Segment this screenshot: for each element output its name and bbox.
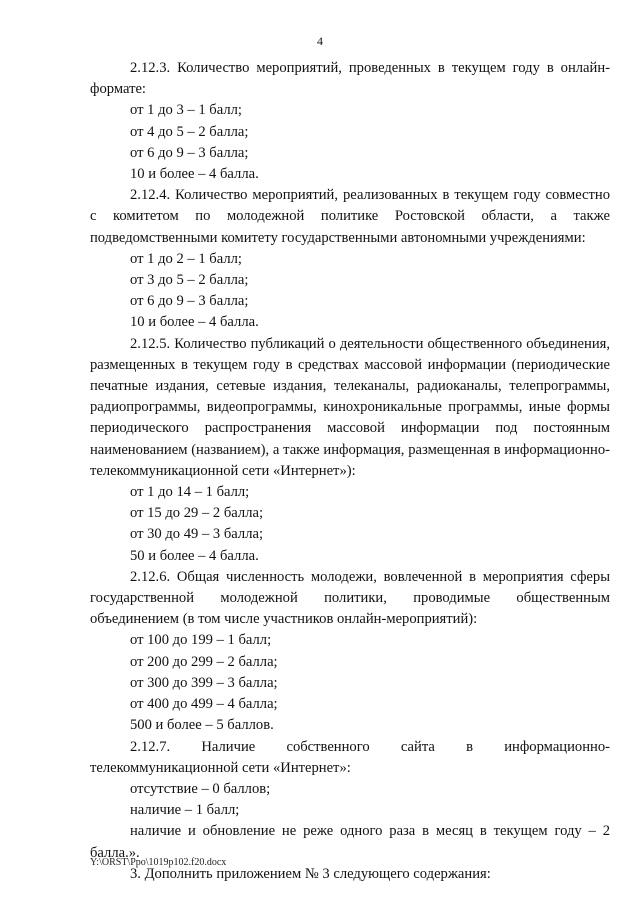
list-item: от 300 до 399 – 3 балла;: [130, 674, 278, 691]
file-path-footer: Y:\ORST\Ppo\1019p102.f20.docx: [90, 857, 227, 868]
paragraph-2-12-5: 2.12.5. Количество публикаций о деятельности общественного объединения, размещенных в текущем году в средствах массовой информации (периодические печатные издания, сетевые издания, телеканалы, радиоканалы, телепрограммы, радиопрограммы, видеопрограммы, кинохроникальные программы, иные формы периодического распространения массовой информации под постоянным наименованием (названием), а также информация, размещенная в информационно-телекоммуникационной сети «Интернет»):: [90, 335, 610, 479]
list-item: от 1 до 2 – 1 балл;: [130, 250, 242, 267]
paragraph-2-12-7: 2.12.7. Наличие собственного сайта в информационно-телекоммуникационной сети «Интернет»:: [90, 738, 610, 776]
paragraph-2-12-3: 2.12.3. Количество мероприятий, проведенных в текущем году в онлайн-формате:: [90, 60, 610, 98]
list-item: от 4 до 5 – 2 балла;: [130, 123, 249, 140]
list-item: от 400 до 499 – 4 балла;: [130, 696, 278, 713]
list-item: от 30 до 49 – 3 балла;: [130, 526, 264, 543]
list-item: от 1 до 3 – 1 балл;: [130, 102, 242, 119]
list-item: от 1 до 14 – 1 балл;: [130, 484, 250, 501]
list-item: от 6 до 9 – 3 балла;: [130, 293, 249, 310]
list-item: от 200 до 299 – 2 балла;: [130, 653, 278, 670]
paragraph-update-item: наличие и обновление не реже одного раза в месяц в текущем году – 2 балла.».: [90, 823, 610, 861]
list-item: наличие – 1 балл;: [130, 802, 240, 819]
list-item: 10 и более – 4 балла.: [130, 314, 259, 331]
document-body: [90, 58, 610, 885]
paragraph-section-3: 3. Дополнить приложением № 3 следующего содержания:: [130, 865, 491, 882]
list-item: 10 и более – 4 балла.: [130, 166, 259, 183]
list-item: отсутствие – 0 баллов;: [130, 780, 271, 797]
list-item: от 3 до 5 – 2 балла;: [130, 272, 249, 289]
list-item: от 100 до 199 – 1 балл;: [130, 632, 272, 649]
list-item: от 6 до 9 – 3 балла;: [130, 144, 249, 161]
paragraph-2-12-6: 2.12.6. Общая численность молодежи, вовлеченной в мероприятия сферы государственной молодежной политики, проводимые общественным объединением (в том числе участников онлайн-мероприятий):: [90, 568, 610, 628]
page-number: 4: [317, 34, 323, 48]
list-item: 500 и более – 5 баллов.: [130, 717, 274, 734]
list-item: 50 и более – 4 балла.: [130, 547, 259, 564]
paragraph-2-12-4: 2.12.4. Количество мероприятий, реализованных в текущем году совместно с комитетом по молодежной политике Ростовской области, а также подведомственными комитету государственными автономными учреждениями:: [90, 187, 610, 246]
list-item: от 15 до 29 – 2 балла;: [130, 505, 264, 522]
